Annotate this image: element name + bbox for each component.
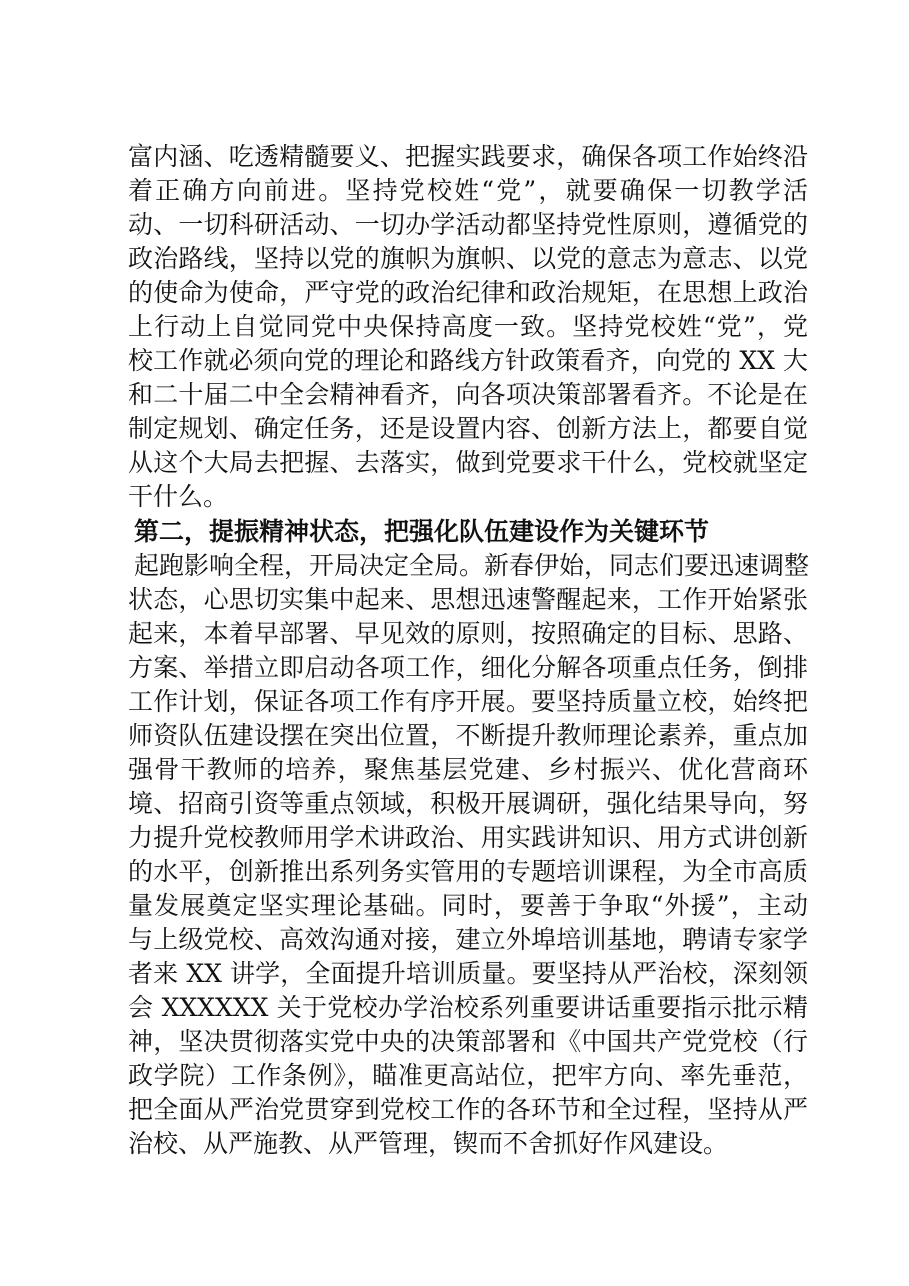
text-line: 校工作就必须向党的理论和路线方针政策看齐，向党的 XX 大: [128, 346, 808, 375]
text-line: 干什么。: [128, 482, 229, 511]
text-line: 着正确方向前进。坚持党校姓“党”，就要确保一切教学活: [128, 176, 808, 205]
paragraph-1: [128, 140, 808, 514]
text-line: 状态，心思切实集中起来、思想迅速警醒起来，工作开始紧张: [128, 585, 808, 614]
text-line: 神，坚决贯彻落实党中央的决策部署和《中国共产党党校（行: [128, 1027, 808, 1056]
text-line: 和二十届二中全会精神看齐，向各项决策部署看齐。不论是在: [128, 380, 808, 409]
text-line: 起跑影响全程，开局决定全局。新春伊始，同志们要迅速调整: [134, 551, 810, 580]
text-line: 量发展奠定坚实理论基础。同时，要善于争取“外援”，主动: [128, 891, 808, 920]
text-line: 动、一切科研活动、一切办学活动都坚持党性原则，遵循党的: [128, 210, 808, 239]
text-line: 强骨干教师的培养，聚焦基层党建、乡村振兴、优化营商环: [128, 755, 808, 784]
text-line: 与上级党校、高效沟通对接，建立外埠培训基地，聘请专家学: [128, 925, 808, 954]
text-line: 政学院）工作条例》，瞄准更高站位，把牢方向、率先垂范，: [128, 1061, 808, 1090]
text-line: 境、招商引资等重点领域，积极开展调研，强化结果导向，努: [128, 789, 808, 818]
text-line: 制定规划、确定任务，还是设置内容、创新方法上，都要自觉: [128, 414, 808, 443]
text-line: 的水平，创新推出系列务实管用的专题培训课程，为全市高质: [128, 857, 808, 886]
text-line: 起来，本着早部署、早见效的原则，按照确定的目标、思路、: [128, 619, 808, 648]
text-line: 上行动上自觉同党中央保持高度一致。坚持党校姓“党”，党: [128, 312, 808, 341]
text-line: 的使命为使命，严守党的政治纪律和政治规矩，在思想上政治: [128, 278, 808, 307]
text-line: 政治路线，坚持以党的旗帜为旗帜、以党的意志为意志、以党: [128, 244, 808, 273]
text-line: 方案、举措立即启动各项工作，细化分解各项重点任务，倒排: [128, 653, 808, 682]
text-line: 师资队伍建设摆在突出位置，不断提升教师理论素养，重点加: [128, 721, 808, 750]
document-body: [128, 140, 808, 1161]
text-line: 从这个大局去把握、去落实，做到党要求干什么，党校就坚定: [128, 448, 808, 477]
paragraph-2: [128, 549, 808, 1161]
text-line: 把全面从严治党贯穿到党校工作的各环节和全过程，坚持从严: [128, 1095, 808, 1124]
text-line: 工作计划，保证各项工作有序开展。要坚持质量立校，始终把: [128, 687, 808, 716]
text-line: 富内涵、吃透精髓要义、把握实践要求，确保各项工作始终沿: [128, 142, 808, 171]
text-line: 治校、从严施教、从严管理，锲而不舍抓好作风建设。: [128, 1129, 729, 1158]
text-line: 力提升党校教师用学术讲政治、用实践讲知识、用方式讲创新: [128, 823, 808, 852]
text-line: 者来 XX 讲学，全面提升培训质量。要坚持从严治校，深刻领: [128, 959, 808, 988]
section-heading: 第二，提振精神状态，把强化队伍建设作为关键环节: [134, 517, 710, 546]
text-line: 会 XXXXXX 关于党校办学治校系列重要讲话重要指示批示精: [128, 993, 808, 1022]
